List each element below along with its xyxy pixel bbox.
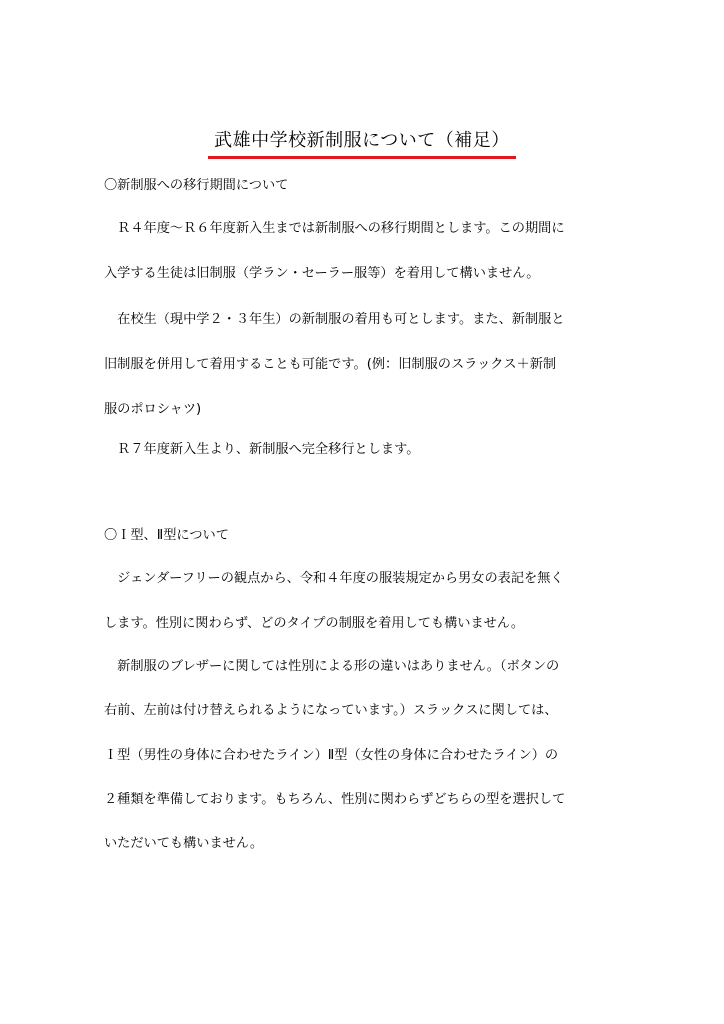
paragraph-line: 入学する生徒は旧制服（学ラン・セーラー服等）を着用して構いません。 xyxy=(104,266,540,281)
title-container xyxy=(0,128,724,159)
paragraph-line: します。性別に関わらず、どのタイプの制服を着用しても構いません。 xyxy=(104,616,525,631)
paragraph-line: Ｒ７年度新入生より、新制服へ完全移行とします。 xyxy=(104,442,420,457)
paragraph-line: Ｒ４年度～Ｒ６年度新入生までは新制服への移行期間とします。この期間に xyxy=(104,221,565,236)
paragraph-line: ２種類を準備しております。もちろん、性別に関わらずどちらの型を選択して xyxy=(104,792,566,807)
section-heading-types: 〇Ｉ型、Ⅱ型について xyxy=(104,528,229,543)
paragraph-line: 右前、左前は付け替えられるようになっています。）スラックスに関しては、 xyxy=(104,703,558,718)
document-title: 武雄中学校新制服について（補足） xyxy=(208,128,516,159)
paragraph-line: ジェンダーフリーの観点から、令和４年度の服装規定から男女の表記を無く xyxy=(104,571,564,586)
paragraph-line: いただいても構いません。 xyxy=(104,836,264,851)
section-heading-transition: 〇新制服への移行期間について xyxy=(104,178,289,193)
paragraph-line: 旧制服を併用して着用することも可能です。(例：旧制服のスラックス＋新制 xyxy=(104,357,557,372)
paragraph-line: 新制服のブレザーに関しては性別による形の違いはありません。（ボタンの xyxy=(104,659,560,674)
paragraph-line: 在校生（現中学２・３年生）の新制服の着用も可とします。また、新制服と xyxy=(104,312,565,327)
paragraph-line: Ｉ型（男性の身体に合わせたライン）Ⅱ型（女性の身体に合わせたライン）の xyxy=(104,748,559,763)
paragraph-line: 服のポロシャツ) xyxy=(104,402,202,417)
